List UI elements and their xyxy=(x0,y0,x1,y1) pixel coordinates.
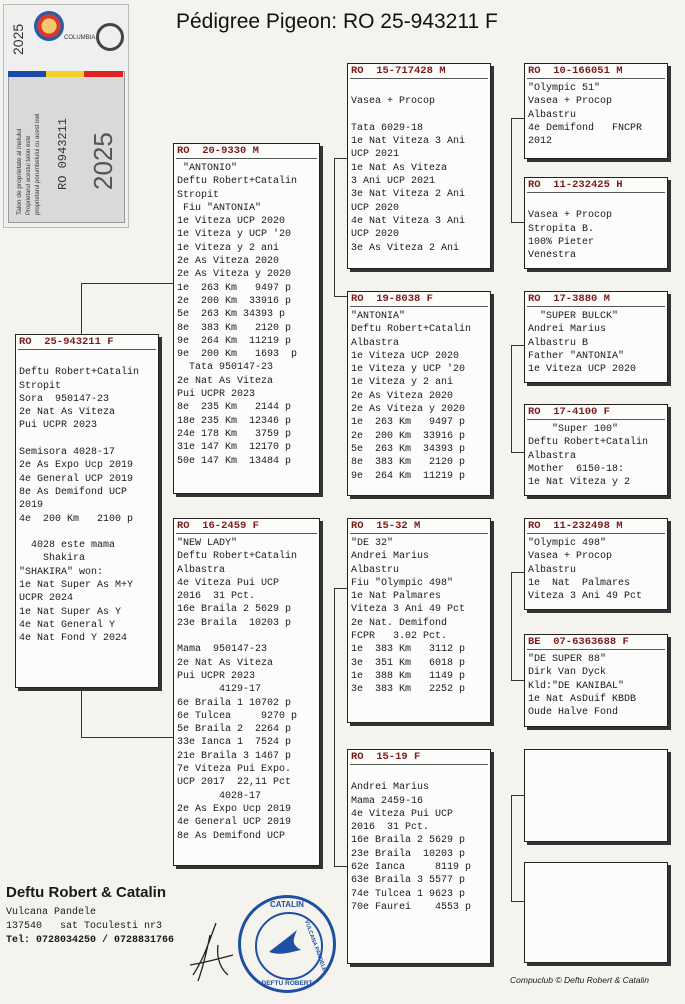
card-lines xyxy=(525,195,667,264)
card-line: Sora 950147-23 xyxy=(19,393,110,405)
card-line: 74e Tulcea 1 9623 p xyxy=(351,888,466,900)
card-line: 9e 264 Km 11219 p xyxy=(177,335,292,347)
year-side: 2025 xyxy=(10,23,26,55)
card-line: 50e 147 Km 13484 p xyxy=(177,455,292,467)
card-lines xyxy=(525,81,667,150)
owner-name: Deftu Robert & Catalin xyxy=(6,884,167,901)
card-line: UCP 2021 xyxy=(351,149,400,161)
card-line: 100% Pieter xyxy=(528,236,595,248)
card-lines xyxy=(348,536,490,699)
card-line: 2e 200 Km 33916 p xyxy=(351,430,466,442)
card-line: "SUPER BULCK" xyxy=(528,311,619,322)
card-line: 23e Braila 10203 p xyxy=(351,848,466,860)
card-line: 2e As Viteza 2020 xyxy=(351,390,454,402)
ring-number: RO 15-717428 M xyxy=(351,65,446,77)
pigeon-card-sire-sire xyxy=(347,63,491,269)
card-line: UCP 2020 xyxy=(351,202,400,214)
card-line: Vasea + Procop xyxy=(528,96,613,108)
card-line: Tata 6029-18 xyxy=(351,122,424,134)
label-text-1: Talon de proprietate al inelului xyxy=(16,128,23,215)
card-line: 18e 235 Km 12346 p xyxy=(177,415,292,427)
card-line: Albastra xyxy=(351,337,400,349)
pigeon-card-gen3-8-empty xyxy=(524,862,668,963)
card-line: Deftu Robert+Catalin xyxy=(177,551,298,563)
connector xyxy=(334,158,335,296)
card-line: 1e Viteza y UCP '20 xyxy=(351,364,466,376)
pigeon-card-sire xyxy=(173,143,320,494)
stamp-right-text: VULCANA PANDELE xyxy=(302,919,328,973)
ring-number: RO 25-943211 F xyxy=(19,336,114,348)
columbia-logo-icon xyxy=(34,11,64,41)
card-line: 1e 263 Km 9497 p xyxy=(351,417,466,429)
card-line: 3e Nat Viteza 2 Ani xyxy=(351,189,466,201)
card-line: Deftu Robert+Catalin xyxy=(528,437,649,449)
card-line: 2e As Viteza y 2020 xyxy=(351,404,466,416)
owner-phone: Tel: 0728034250 / 0728831766 xyxy=(6,935,175,946)
card-line: 24e 178 Km 3759 p xyxy=(177,428,292,440)
card-line: 21e Braila 3 1467 p xyxy=(177,750,292,762)
card-line xyxy=(351,768,487,781)
card-line: 23e Braila 10203 p xyxy=(177,617,292,629)
card-line: 1e Nat Super As M+Y xyxy=(19,580,134,592)
ring-icon xyxy=(96,23,124,51)
card-line: 3e As Viteza 2 Ani xyxy=(351,242,460,254)
card-line: 2e Nat. Demifond xyxy=(351,617,448,629)
card-line: Shakira xyxy=(19,553,86,565)
card-line: 4e Viteza Pui UCP xyxy=(177,577,280,589)
card-line: Albastru xyxy=(528,109,577,121)
card-line: 4e Nat Fond Y 2024 xyxy=(19,633,128,645)
card-line xyxy=(351,109,487,122)
card-line: Venestra xyxy=(528,250,577,262)
connector xyxy=(511,680,525,681)
card-line: 2e Nat As Viteza xyxy=(19,407,116,419)
connector xyxy=(81,737,175,738)
card-line: Kld:"DE KANIBAL" xyxy=(528,680,625,692)
card-line: Fiu "ANTONIA" xyxy=(177,202,262,214)
ring-number: RO 17-3880 M xyxy=(528,293,610,305)
connector xyxy=(81,283,175,284)
card-lines xyxy=(525,652,667,721)
card-line: 8e As Demifond UCP xyxy=(19,486,128,498)
card-line: 1e Viteza UCP 2020 xyxy=(351,350,460,362)
card-line: 5e 263 Km 34393 p xyxy=(177,309,286,321)
connector xyxy=(511,795,525,796)
card-line: 4129-17 xyxy=(177,684,262,696)
owner-address-1: Vulcana Pandele xyxy=(6,907,97,918)
card-line: 4e General UCP 2019 xyxy=(19,473,134,485)
stamp-top-text: CATALIN xyxy=(270,900,304,909)
ring-number: RO 20-9330 M xyxy=(177,145,259,157)
card-line: Andrei Marius xyxy=(528,324,607,336)
pigeon-card-gen3-5 xyxy=(524,518,668,610)
owner-address-2: 137540 sat Toculesti nr3 xyxy=(6,921,163,932)
card-lines xyxy=(174,161,319,470)
card-line: 1e Nat Viteza 3 Ani xyxy=(351,136,466,148)
connector xyxy=(334,588,335,866)
card-line: 2e Nat As Viteza xyxy=(177,375,274,387)
pigeon-card-gen3-1 xyxy=(524,63,668,159)
card-line: Viteza 3 Ani 49 Pct xyxy=(528,591,643,603)
card-lines xyxy=(525,750,667,753)
card-line: Pui UCPR 2023 xyxy=(177,389,256,401)
card-line: Vasea + Procop xyxy=(351,96,436,108)
pigeon-card-gen3-3 xyxy=(524,291,668,383)
card-line: Andrei Marius xyxy=(351,782,430,794)
card-line: 3 Ani UCP 2021 xyxy=(351,176,436,188)
brand-label: COLUMBIA xyxy=(64,35,96,41)
card-lines xyxy=(348,81,490,257)
card-line: 63e Braila 3 5577 p xyxy=(351,875,466,887)
card-line: 2e As Viteza 2020 xyxy=(177,256,280,268)
card-lines xyxy=(525,422,667,491)
signature-icon xyxy=(188,915,238,985)
connector xyxy=(334,296,348,297)
card-line: Father "ANTONIA" xyxy=(528,350,625,362)
ring-number: RO 11-232425 H xyxy=(528,179,623,191)
card-line: 1e Viteza y UCP '20 xyxy=(177,229,292,241)
card-line: 1e Nat Palmares xyxy=(528,577,631,589)
card-line: 1e Nat Viteza y 2 xyxy=(528,477,631,489)
pigeon-card-dam-sire xyxy=(347,518,491,723)
card-line: 1e Nat Palmares xyxy=(351,591,442,603)
ring-number: RO 17-4100 F xyxy=(528,406,610,418)
card-line: "Olympic 498" xyxy=(528,538,607,549)
connector xyxy=(81,688,82,737)
card-line: 3e 383 Km 2252 p xyxy=(351,684,466,696)
card-line: 7e Viteza Pui Expo. xyxy=(177,764,292,776)
card-line: 1e Nat Super As Y xyxy=(19,606,122,618)
ring-number: RO 15-32 M xyxy=(351,520,421,532)
card-line: 6e Braila 1 10702 p xyxy=(177,697,292,709)
page-title: Pédigree Pigeon: RO 25-943211 F xyxy=(176,10,498,33)
card-line: Mama 950147-23 xyxy=(177,644,268,656)
card-line: "NEW LADY" xyxy=(177,538,238,549)
card-line: Pui UCPR 2023 xyxy=(177,670,256,682)
card-line: Deftu Robert+Catalin xyxy=(351,324,472,336)
card-line: 4e General UCP 2019 xyxy=(177,817,292,829)
card-line: Dirk Van Dyck xyxy=(528,667,607,679)
card-line: "ANTONIO" xyxy=(177,163,238,174)
card-line: 2012 xyxy=(528,136,553,148)
card-line: 2016 31 Pct. xyxy=(351,822,430,834)
card-line: Viteza 3 Ani 49 Pct xyxy=(351,604,466,616)
card-line: "DE SUPER 88" xyxy=(528,654,607,665)
card-line: 4028 este mama xyxy=(19,540,116,552)
card-line: 2e As Viteza y 2020 xyxy=(177,269,292,281)
card-line: "Olympic 51" xyxy=(528,83,601,94)
card-line: Deftu Robert+Catalin xyxy=(19,367,140,379)
pigeon-card-gen3-2 xyxy=(524,177,668,269)
connector xyxy=(511,345,525,346)
card-line: 2e As Expo Ucp 2019 xyxy=(19,460,134,472)
card-line: 5e Braila 2 2264 p xyxy=(177,724,292,736)
card-line: Stropit xyxy=(19,380,62,392)
card-line: "DE 32" xyxy=(351,538,394,549)
ring-number: BE 07-6363688 F xyxy=(528,636,629,648)
card-lines xyxy=(174,536,319,845)
card-line: Stropit xyxy=(177,189,220,201)
card-line: 4e Demifond FNCPR xyxy=(528,122,643,134)
card-line: 4e Nat General Y xyxy=(19,619,116,631)
card-line: 1e Viteza UCP 2020 xyxy=(528,364,637,376)
card-line xyxy=(19,353,155,366)
label-text-2: Proprietarul acestui talon este xyxy=(26,135,32,215)
card-lines xyxy=(348,309,490,485)
card-line: 1e 388 Km 1149 p xyxy=(351,670,466,682)
connector xyxy=(511,572,525,573)
pigeon-card-sire-dam xyxy=(347,291,491,496)
card-line: Deftu Robert+Catalin xyxy=(177,176,298,188)
card-line xyxy=(351,82,487,95)
card-line: Tata 950147-23 xyxy=(177,362,274,374)
card-line xyxy=(19,526,155,539)
card-lines xyxy=(525,309,667,378)
card-line: FCPR 3.02 Pct. xyxy=(351,631,448,643)
card-line: UCP 2020 xyxy=(351,229,400,241)
ring-number: RO 0943211 xyxy=(56,117,70,190)
card-line: Fiu "Olympic 498" xyxy=(351,577,454,589)
card-line: Vasea + Procop xyxy=(528,210,613,222)
card-line: 9e 264 Km 11219 p xyxy=(351,470,466,482)
flag-stripe xyxy=(8,71,123,77)
card-line: 2019 xyxy=(19,500,44,512)
connector xyxy=(511,118,512,222)
card-line: Semisora 4028-17 xyxy=(19,447,116,459)
pigeon-card-gen3-7-empty xyxy=(524,749,668,842)
card-line: 9e 200 Km 1693 p xyxy=(177,349,298,361)
ring-number: RO 16-2459 F xyxy=(177,520,259,532)
connector xyxy=(511,452,525,453)
connector xyxy=(511,795,512,901)
card-line: Albastra xyxy=(528,450,577,462)
card-line: 3e 351 Km 6018 p xyxy=(351,657,466,669)
card-line: UCPR 2024 xyxy=(19,593,74,605)
pigeon-card-gen3-6 xyxy=(524,634,668,727)
card-line: 2e 200 Km 33916 p xyxy=(177,295,292,307)
card-line: 1e Nat As Viteza xyxy=(351,162,448,174)
card-line xyxy=(528,196,664,209)
label-text-3: proprietarul porumbelului cu acest inel xyxy=(35,113,41,215)
connector xyxy=(511,118,525,119)
card-line: "SHAKIRA" won: xyxy=(19,566,104,578)
card-line: UCP 2017 22,11 Pct xyxy=(177,777,292,789)
card-line: Mother 6150-18: xyxy=(528,463,625,475)
pigeon-card-dam xyxy=(173,518,320,866)
card-line: 1e Viteza y 2 ani xyxy=(177,242,280,254)
card-line: Vasea + Procop xyxy=(528,551,613,563)
card-lines xyxy=(525,863,667,866)
card-line xyxy=(177,630,316,643)
card-line: 2e As Expo Ucp 2019 xyxy=(177,803,292,815)
card-line: "Super 100" xyxy=(528,424,619,435)
connector xyxy=(511,222,525,223)
connector xyxy=(511,901,525,902)
card-line: 31e 147 Km 12170 p xyxy=(177,442,292,454)
card-line: 33e Ianca 1 7524 p xyxy=(177,737,292,749)
ring-number: RO 15-19 F xyxy=(351,751,421,763)
card-line: Albastru B xyxy=(528,337,589,349)
connector xyxy=(81,283,82,335)
card-lines xyxy=(16,352,158,648)
card-line: Albastra xyxy=(177,564,226,576)
software-credit: Compuclub © Deftu Robert & Catalin xyxy=(510,975,650,985)
connector xyxy=(511,572,512,680)
card-line: "ANTONIA" xyxy=(351,311,406,322)
card-line: 2e Nat As Viteza xyxy=(177,657,274,669)
card-line: 4028-17 xyxy=(177,790,262,802)
card-line: 4e Viteza Pui UCP xyxy=(351,808,454,820)
card-line: 4e 200 Km 2100 p xyxy=(19,513,134,525)
card-line: 1e 383 Km 3112 p xyxy=(351,644,466,656)
connector xyxy=(334,158,348,159)
year-big: 2025 xyxy=(88,132,118,190)
card-lines xyxy=(348,767,490,916)
card-line: 8e As Demifond UCP xyxy=(177,830,286,842)
card-line: 4e Nat Viteza 3 Ani xyxy=(351,215,466,227)
pigeon-card-main xyxy=(15,334,159,688)
card-line: 16e Braila 2 5629 p xyxy=(351,835,466,847)
card-line: Mama 2459-16 xyxy=(351,795,424,807)
card-line: 8e 383 Km 2120 p xyxy=(177,322,292,334)
card-line: Stropita B. xyxy=(528,223,595,235)
ring-number: RO 10-166051 M xyxy=(528,65,623,77)
ring-label xyxy=(3,4,129,228)
card-line: 1e Viteza y 2 ani xyxy=(351,377,454,389)
card-line: 1e Viteza UCP 2020 xyxy=(177,216,286,228)
card-line: Albastru xyxy=(528,564,577,576)
pigeon-card-dam-dam xyxy=(347,749,491,964)
card-line: Albastru xyxy=(351,564,400,576)
card-line: 2016 31 Pct. xyxy=(177,591,256,603)
ring-number: RO 11-232498 M xyxy=(528,520,623,532)
card-line: 70e Faurei 4553 p xyxy=(351,901,472,913)
card-lines xyxy=(525,536,667,605)
card-line: 8e 235 Km 2144 p xyxy=(177,402,292,414)
card-line: 16e Braila 2 5629 p xyxy=(177,604,292,616)
connector xyxy=(334,588,348,589)
ring-number: RO 19-8038 F xyxy=(351,293,433,305)
card-line: Pui UCPR 2023 xyxy=(19,420,98,432)
stamp-left-text: DEFTU ROBERT xyxy=(261,980,313,987)
card-line: 6e Tulcea 9270 p xyxy=(177,710,298,722)
card-line: 62e Ianca 8119 p xyxy=(351,862,472,874)
pigeon-card-gen3-4 xyxy=(524,404,668,496)
club-stamp xyxy=(238,895,336,993)
connector xyxy=(511,345,512,452)
card-line: 1e Nat AsDuif KBDB xyxy=(528,693,637,705)
connector xyxy=(334,866,348,867)
card-line xyxy=(19,433,155,446)
card-line: Andrei Marius xyxy=(351,551,430,563)
card-line: 1e 263 Km 9497 p xyxy=(177,282,292,294)
card-line: 8e 383 Km 2120 p xyxy=(351,457,466,469)
card-line: 5e 263 Km 34393 p xyxy=(351,443,466,455)
card-line: Oude Halve Fond xyxy=(528,707,619,719)
